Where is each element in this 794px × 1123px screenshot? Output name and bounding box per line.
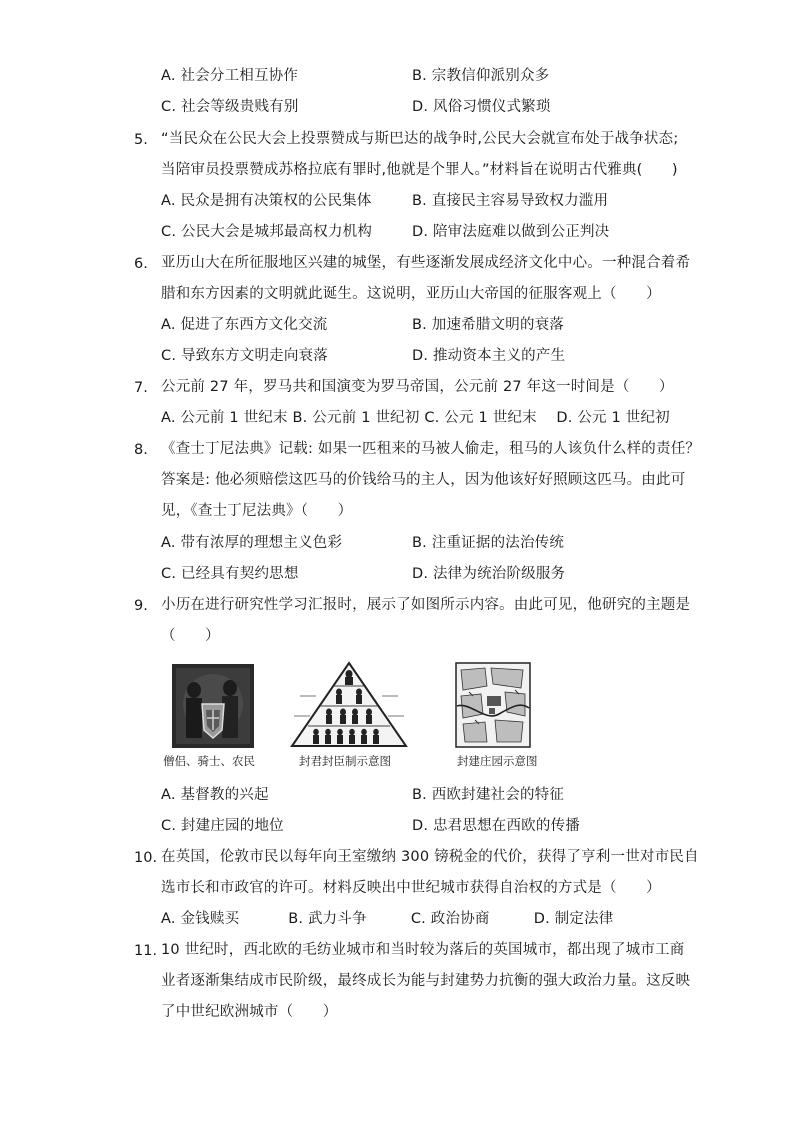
q8-stem-line1: 《查士丁尼法典》记载: 如果一匹租来的马被人偷走，租马的人该负什么样的责任？ — [161, 441, 701, 457]
q6-stem-line1: 亚历山大在所征服地区兴建的城堡，有些逐渐发展成经济文化中心。一种混合着希 — [161, 255, 691, 271]
q10-number: 10. — [134, 850, 158, 866]
q5-number: 5. — [134, 132, 148, 148]
feudal-pyramid-figure — [288, 660, 410, 750]
q11-number: 11. — [134, 943, 158, 959]
q8-option-c[interactable]: C. 已经具有契约思想 — [161, 566, 299, 582]
q5-option-d[interactable]: D. 陪审法庭难以做到公正判决 — [412, 224, 610, 240]
q9-stem-line2: （ ） — [161, 628, 220, 644]
q4-option-c[interactable]: C. 社会等级贵贱有别 — [161, 99, 299, 115]
q5-stem-line1: “当民众在公民大会上投票赞成与斯巴达的战争时,公民大会就宣布处于战争状态; — [161, 131, 679, 147]
q7-stem-line1: 公元前 27 年，罗马共和国演变为罗马帝国，公元前 27 年这一时间是（ ） — [161, 379, 674, 395]
q4-option-b[interactable]: B. 宗教信仰派别众多 — [412, 68, 550, 84]
q6-number: 6. — [134, 256, 148, 272]
fig1-caption: 僧侣、骑士、农民 — [163, 754, 255, 768]
q9-option-b[interactable]: B. 西欧封建社会的特征 — [412, 787, 565, 803]
q6-option-d[interactable]: D. 推动资本主义的产生 — [412, 348, 566, 364]
fig3-caption: 封建庄园示意图 — [457, 754, 538, 768]
q6-option-b[interactable]: B. 加速希腊文明的衰落 — [412, 317, 565, 333]
q9-option-c[interactable]: C. 封建庄园的地位 — [161, 818, 284, 834]
q5-option-c[interactable]: C. 公民大会是城邦最高权力机构 — [161, 224, 373, 240]
q10-options[interactable]: A. 金钱赎买 B. 武力斗争 C. 政治协商 D. 制定法律 — [161, 911, 614, 927]
manor-plan-figure — [455, 662, 531, 748]
q8-option-d[interactable]: D. 法律为统治阶级服务 — [412, 566, 566, 582]
q11-stem-line1: 10 世纪时，西北欧的毛纺业城市和当时较为落后的英国城市，都出现了城市工商 — [161, 942, 685, 958]
q6-stem-line2: 腊和东方因素的文明就此诞生。这说明，亚历山大帝国的征服客观上（ ） — [161, 286, 661, 302]
q5-stem-line2: 当陪审员投票赞成苏格拉底有罪时,他就是个罪人。”材料旨在说明古代雅典( ) — [161, 162, 678, 178]
q8-number: 8. — [134, 442, 148, 458]
q9-number: 9. — [134, 598, 148, 614]
q9-option-d[interactable]: D. 忠君思想在西欧的传播 — [412, 818, 580, 834]
q11-stem-line2: 业者逐渐集结成市民阶级，最终成长为能与封建势力抗衡的强大政治力量。这反映 — [161, 973, 691, 989]
q8-stem-line3: 见，《查士丁尼法典》（ ） — [161, 503, 353, 519]
q6-option-a[interactable]: A. 促进了东西方文化交流 — [161, 317, 328, 333]
q4-option-d[interactable]: D. 风俗习惯仪式繁琐 — [412, 99, 551, 115]
q5-option-b[interactable]: B. 直接民主容易导致权力滥用 — [412, 193, 609, 209]
q10-stem-line1: 在英国，伦敦市民以每年向王室缴纳 300 镑税金的代价，获得了亨利一世对市民自 — [161, 849, 699, 865]
q7-options[interactable]: A. 公元前 1 世纪末 B. 公元前 1 世纪初 C. 公元 1 世纪末 D. 公元 1 世纪初 — [161, 410, 670, 426]
monk-knight-peasant-figure — [172, 664, 254, 748]
q9-stem-line1: 小历在进行研究性学习汇报时，展示了如图所示内容。由此可见，他研究的主题是 — [161, 597, 691, 613]
q7-number: 7. — [134, 380, 148, 396]
q10-stem-line2: 选市长和市政官的许可。材料反映出中世纪城市获得自治权的方式是（ ） — [161, 880, 661, 896]
q4-option-a[interactable]: A. 社会分工相互协作 — [161, 68, 299, 84]
q5-option-a[interactable]: A. 民众是拥有决策权的公民集体 — [161, 193, 372, 209]
q11-stem-line3: 了中世纪欧洲城市（ ） — [161, 1004, 338, 1020]
q8-stem-line2: 答案是: 他必须赔偿这匹马的价钱给马的主人，因为他该好好照顾这匹马。由此可 — [161, 472, 686, 488]
q9-option-a[interactable]: A. 基督教的兴起 — [161, 787, 269, 803]
q6-option-c[interactable]: C. 导致东方文明走向衰落 — [161, 348, 328, 364]
fig2-caption: 封君封臣制示意图 — [299, 754, 391, 768]
q8-option-a[interactable]: A. 带有浓厚的理想主义色彩 — [161, 535, 343, 551]
q8-option-b[interactable]: B. 注重证据的法治传统 — [412, 535, 565, 551]
